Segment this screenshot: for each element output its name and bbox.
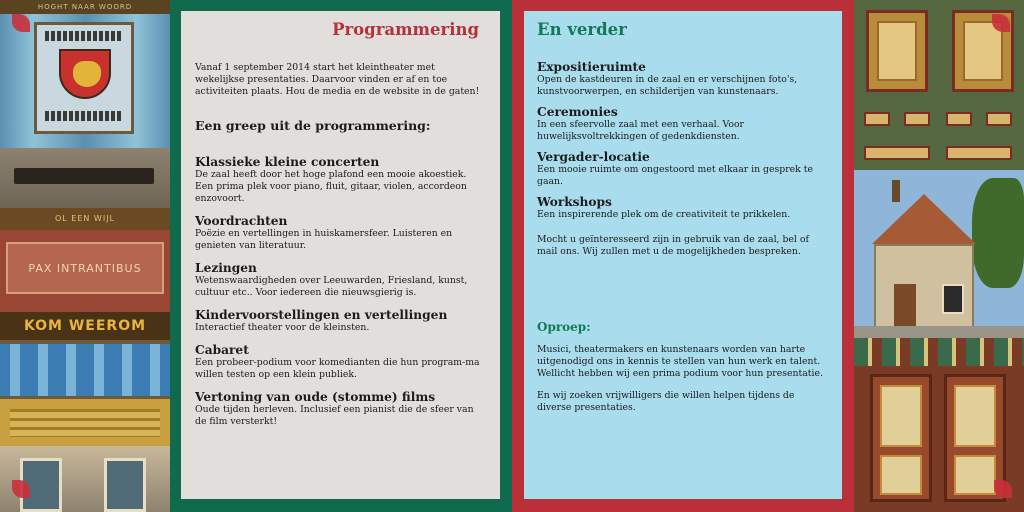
services-list — [537, 60, 829, 221]
small-tile — [986, 112, 1012, 126]
display-window — [942, 284, 964, 314]
contact-text: Mocht u geïnteresseerd zijn in gebruik van de zaal, bel of mail ons. Wij zullen met u de mogelijkheden bespreken. — [537, 234, 809, 257]
right-photo-strip — [854, 0, 1024, 512]
item-title: Lezingen — [195, 260, 257, 275]
list-item — [195, 390, 485, 428]
item-title: Voordrachten — [195, 213, 288, 228]
cabinet-panel — [954, 385, 996, 447]
inscription-text: KOM WEEROM — [23, 318, 147, 334]
front-door — [894, 284, 916, 332]
section-subheading: Een greep uit de programmering: — [195, 117, 431, 133]
letterbox-slot — [14, 168, 154, 184]
oproep-heading: Oproep: — [537, 320, 591, 334]
left-photo-strip — [0, 0, 170, 512]
cabinet-panel — [880, 385, 922, 447]
page-title: En verder — [537, 20, 627, 39]
list-item — [195, 308, 485, 334]
item-title: Kindervoorstellingen en vertellingen — [195, 307, 448, 322]
list-item — [195, 261, 485, 299]
en-verder-panel — [524, 11, 842, 499]
cabinet-panel — [954, 455, 996, 495]
oproep-paragraph: Musici, theatermakers en kunstenaars worden van harte uitgenodigd ons in kennis te stellen van hun werk en talent. Wellicht hebben wij een prima podium voor hun presentatie. — [537, 344, 823, 379]
cabinet-door — [870, 374, 932, 502]
item-text: Een mooie ruimte om ongestoord met elkaar in gesprek te gaan. — [537, 164, 814, 187]
list-item — [537, 105, 829, 143]
item-text: De zaal heeft door het hoge plafond een mooie akoestiek. Een prima plek voor piano, fluit, gitaar, violen, accordeon enzovoort. — [195, 168, 467, 204]
item-text: Poëzie en vertellingen in huiskamersfeer. Luisteren en genieten van literatuur. — [195, 227, 453, 251]
stained-glass-window — [0, 14, 170, 148]
item-text: Interactief theater voor de kleinsten. — [195, 321, 370, 333]
gilded-lettering — [10, 409, 160, 437]
facade-windows — [0, 446, 170, 512]
leaf-ornament-icon — [994, 480, 1012, 498]
list-item — [537, 60, 829, 98]
inscription-text: PAX INTRANTIBUS — [28, 261, 142, 275]
item-text: Wetenswaardigheden over Leeuwarden, Friesland, kunst, cultuur etc.. Voor iedereen die nieuwsgierig is. — [195, 274, 468, 298]
item-title: Cabaret — [195, 342, 249, 357]
decorative-band — [854, 338, 1024, 366]
oproep-paragraph: En wij zoeken vrijwilligers die willen helpen tijdens de diverse presentaties. — [537, 390, 795, 413]
glass-lettering — [45, 111, 123, 121]
small-tile — [946, 146, 1012, 160]
red-frame — [512, 0, 854, 512]
kom-weerom-sign — [0, 312, 170, 340]
coat-of-arms-shield — [59, 49, 111, 99]
stained-glass-panel — [34, 22, 134, 134]
item-title: Klassieke kleine concerten — [195, 154, 380, 169]
facade-window — [104, 458, 146, 512]
art-nouveau-tile — [866, 10, 928, 92]
glass-lettering — [45, 31, 123, 41]
street — [854, 326, 1024, 338]
intro-text: Vanaf 1 september 2014 start het kleintheater met wekelijkse presentaties. Daarvoor vinden er af en toe activiteiten plaats. Hou de media en de website in de gaten! — [195, 62, 480, 98]
list-item — [195, 214, 485, 252]
small-tile — [864, 146, 930, 160]
inscription-text: OL EEN WIJL — [54, 214, 116, 223]
item-title: Expositieruimte — [537, 60, 646, 74]
list-item — [537, 150, 829, 188]
tile-inner — [877, 21, 917, 81]
gilded-panel — [0, 396, 170, 446]
pax-intrantibus-tile — [6, 242, 164, 294]
item-text: Open de kastdeuren in de zaal en er verschijnen foto's, kunstvoorwerpen, en schilderijen van kunstenaars. — [537, 74, 798, 97]
roof — [872, 194, 976, 244]
item-title: Ceremonies — [537, 105, 618, 119]
small-tile — [946, 112, 972, 126]
item-title: Workshops — [537, 195, 612, 209]
chimney — [892, 180, 900, 202]
theatre-building-photo — [854, 170, 1024, 338]
building-facade — [874, 244, 974, 334]
page-title: Programmering — [332, 20, 479, 39]
red-wall-panel — [0, 230, 170, 312]
item-text: In een sfeervolle zaal met een verhaal. Voor huwelijksvoltrekkingen of gedenkdiensten. — [537, 119, 744, 142]
item-title: Vertoning van oude (stomme) films — [195, 389, 436, 404]
list-item — [195, 343, 485, 381]
item-text: Een inspirerende plek om de creativiteit te prikkelen. — [537, 209, 791, 220]
programmering-panel — [181, 11, 500, 499]
tree — [972, 178, 1024, 288]
inscription-text: HOGHT NAAR WOORD — [37, 3, 133, 11]
wooden-inscription — [0, 208, 170, 230]
list-item — [537, 195, 829, 221]
eagle-emblem — [73, 61, 101, 87]
green-frame — [170, 0, 512, 512]
leaf-ornament-icon — [12, 14, 30, 32]
small-tile — [864, 112, 890, 126]
item-text: Een probeer-podium voor komedianten die hun program-ma willen testen op een klein publiek. — [195, 356, 480, 380]
cabinet-panel — [880, 455, 922, 495]
program-list — [195, 155, 485, 428]
list-item — [195, 155, 485, 205]
leaf-ornament-icon — [992, 14, 1010, 32]
stone-letterbox — [0, 148, 170, 208]
small-tile — [904, 112, 930, 126]
leaf-ornament-icon — [12, 480, 30, 498]
inscription-bar — [0, 0, 170, 14]
item-text: Oude tijden herleven. Inclusief een pianist die de sfeer van de film versterkt! — [195, 403, 474, 427]
item-title: Vergader-locatie — [537, 150, 650, 164]
blue-stained-glass — [0, 340, 170, 396]
